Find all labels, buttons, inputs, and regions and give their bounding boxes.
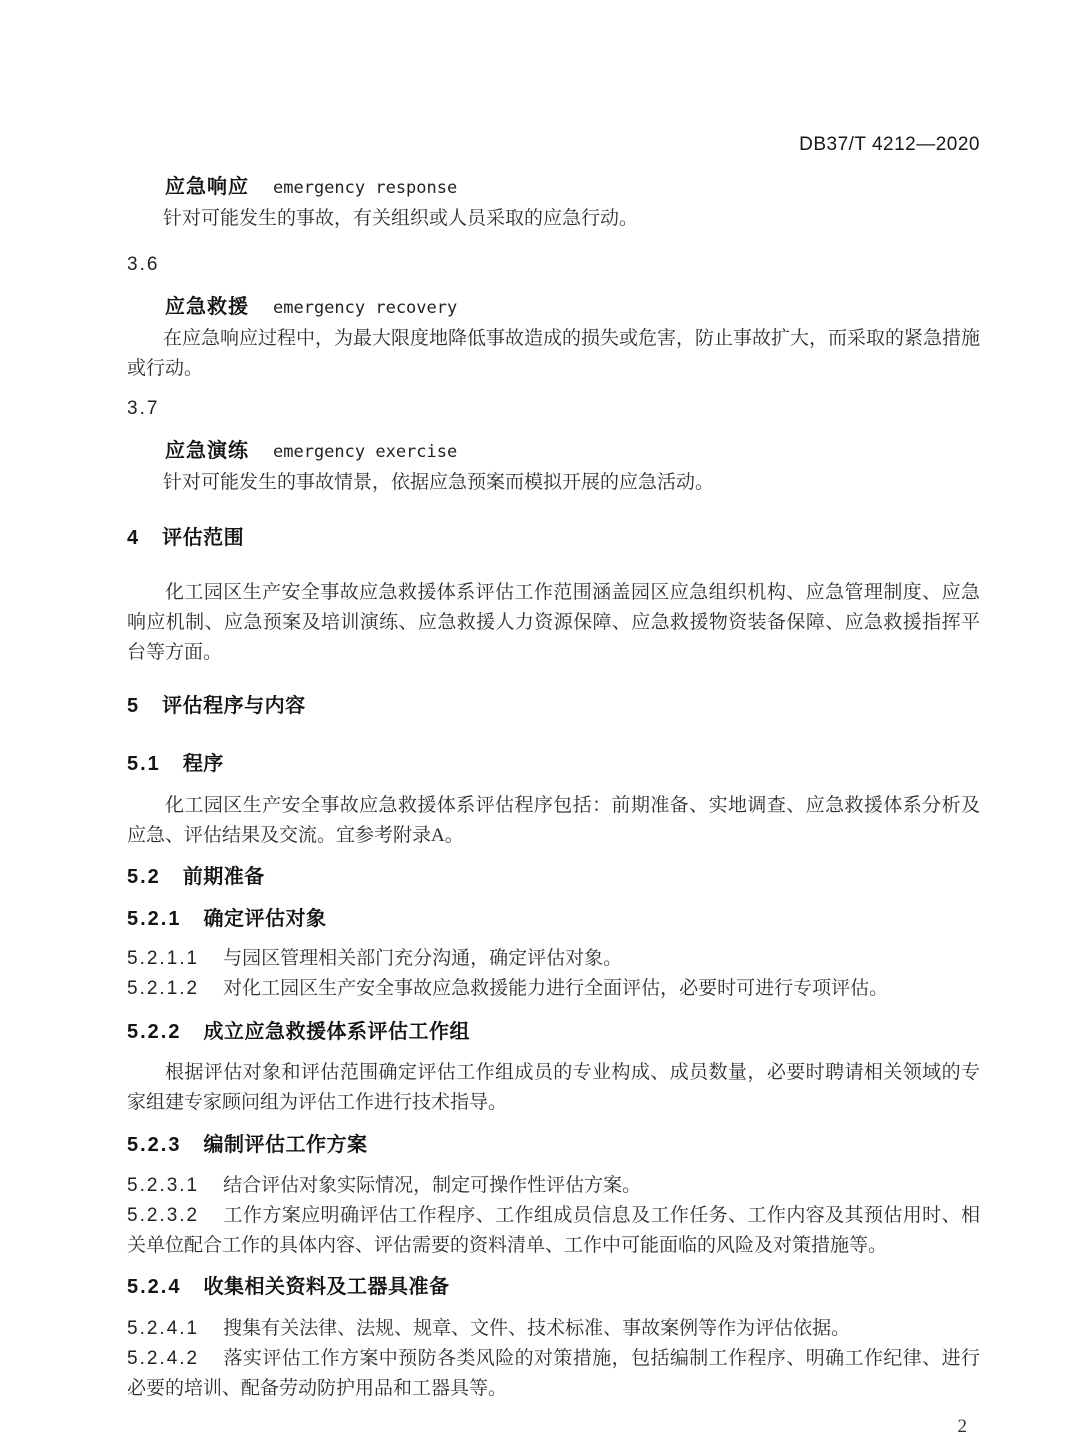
section-number: 5 [127,695,141,717]
clause-5-2-4-1 [127,1314,980,1344]
section-title: 评估程序与内容 [162,695,306,717]
term-entry-emergency-response [165,172,980,204]
section-title: 收集相关资料及工器具准备 [203,1276,450,1298]
clause-number: 5.2.3.2 [127,1205,200,1226]
term-definition: 在应急响应过程中，为最大限度地降低事故造成的损失或危害，防止事故扩大，而采取的紧急措施或行动。 [127,328,981,379]
section-number: 5.1 [127,753,161,775]
term-definition: 针对可能发生的事故情景，依据应急预案而模拟开展的应急活动。 [163,472,715,493]
section-number: 5.2.3 [127,1134,182,1156]
term-zh-label: 应急演练 [165,440,249,462]
term-zh-label: 应急响应 [165,176,249,198]
section-5-2-2-heading [127,1017,980,1047]
clause-text: 结合评估对象实际情况，制定可操作性评估方案。 [223,1175,642,1196]
clause-number: 5.2.1.2 [127,978,200,999]
clause-number: 5.2.4.2 [127,1348,200,1369]
section-number: 4 [127,527,141,549]
term-number-3-7: 3.7 [127,398,160,419]
section-title: 成立应急救援体系评估工作组 [203,1021,470,1043]
section-5-heading [127,691,980,721]
section-title: 程序 [182,753,224,775]
clause-5-2-1-2 [127,974,980,1004]
clause-5-2-3-1 [127,1171,980,1201]
section-5-2-2-paragraph: 根据评估对象和评估范围确定评估工作组成员的专业构成、成员数量，必要时聘请相关领域的专家组建专家顾问组为评估工作进行技术指导。 [127,1062,980,1113]
section-4-heading [127,523,980,553]
page-number: 2 [957,1416,967,1437]
section-title: 前期准备 [182,866,265,888]
section-number: 5.2 [127,866,161,888]
clause-5-2-3-2 [127,1201,980,1261]
section-5-2-heading [127,862,980,892]
term-en-label: emergency recovery [273,298,458,318]
document-header [127,132,980,158]
term-entry-emergency-exercise [165,436,980,468]
section-number: 5.2.4 [127,1276,182,1298]
clause-number: 5.2.1.1 [127,948,200,969]
section-title: 编制评估工作方案 [203,1134,368,1156]
section-5-2-3-heading [127,1130,980,1160]
section-number: 5.2.1 [127,908,182,930]
term-definition: 针对可能发生的事故，有关组织或人员采取的应急行动。 [163,208,639,229]
clause-text: 与园区管理相关部门充分沟通，确定评估对象。 [223,948,623,969]
clause-5-2-4-2 [127,1344,980,1404]
standard-code: DB37/T 4212—2020 [799,134,980,155]
clause-text: 落实评估工作方案中预防各类风险的对策措施，包括编制工作程序、明确工作纪律、进行必要的培训、配备劳动防护用品和工器具等。 [127,1348,980,1399]
clause-text: 工作方案应明确评估工作程序、工作组成员信息及工作任务、工作内容及其预估用时、相关单位配合工作的具体内容、评估需要的资料清单、工作中可能面临的风险及对策措施等。 [127,1205,980,1256]
clause-5-2-1-1 [127,944,980,974]
clause-number: 5.2.4.1 [127,1318,200,1339]
section-title: 确定评估对象 [203,908,327,930]
section-title: 评估范围 [162,527,245,549]
document-footer [127,1412,980,1443]
term-entry-emergency-recovery [165,292,980,324]
section-5-1-paragraph: 化工园区生产安全事故应急救援体系评估程序包括：前期准备、实地调查、应急救援体系分析及应急、评估结果及交流。宜参考附录A。 [127,795,980,846]
section-4-paragraph: 化工园区生产安全事故应急救援体系评估工作范围涵盖园区应急组织机构、应急管理制度、应急响应机制、应急预案及培训演练、应急救援人力资源保障、应急救援物资装备保障、应急救援指挥平台等方面。 [127,582,980,663]
section-5-2-1-heading [127,904,980,934]
term-en-label: emergency exercise [273,442,458,462]
section-number: 5.2.2 [127,1021,182,1043]
section-5-1-heading [127,749,980,779]
term-number-3-6: 3.6 [127,254,160,275]
clause-text: 对化工园区生产安全事故应急救援能力进行全面评估，必要时可进行专项评估。 [223,978,889,999]
term-zh-label: 应急救援 [165,296,249,318]
section-5-2-4-heading [127,1272,980,1302]
clause-number: 5.2.3.1 [127,1175,200,1196]
clause-text: 搜集有关法律、法规、规章、文件、技术标准、事故案例等作为评估依据。 [223,1318,851,1339]
term-en-label: emergency response [273,178,458,198]
